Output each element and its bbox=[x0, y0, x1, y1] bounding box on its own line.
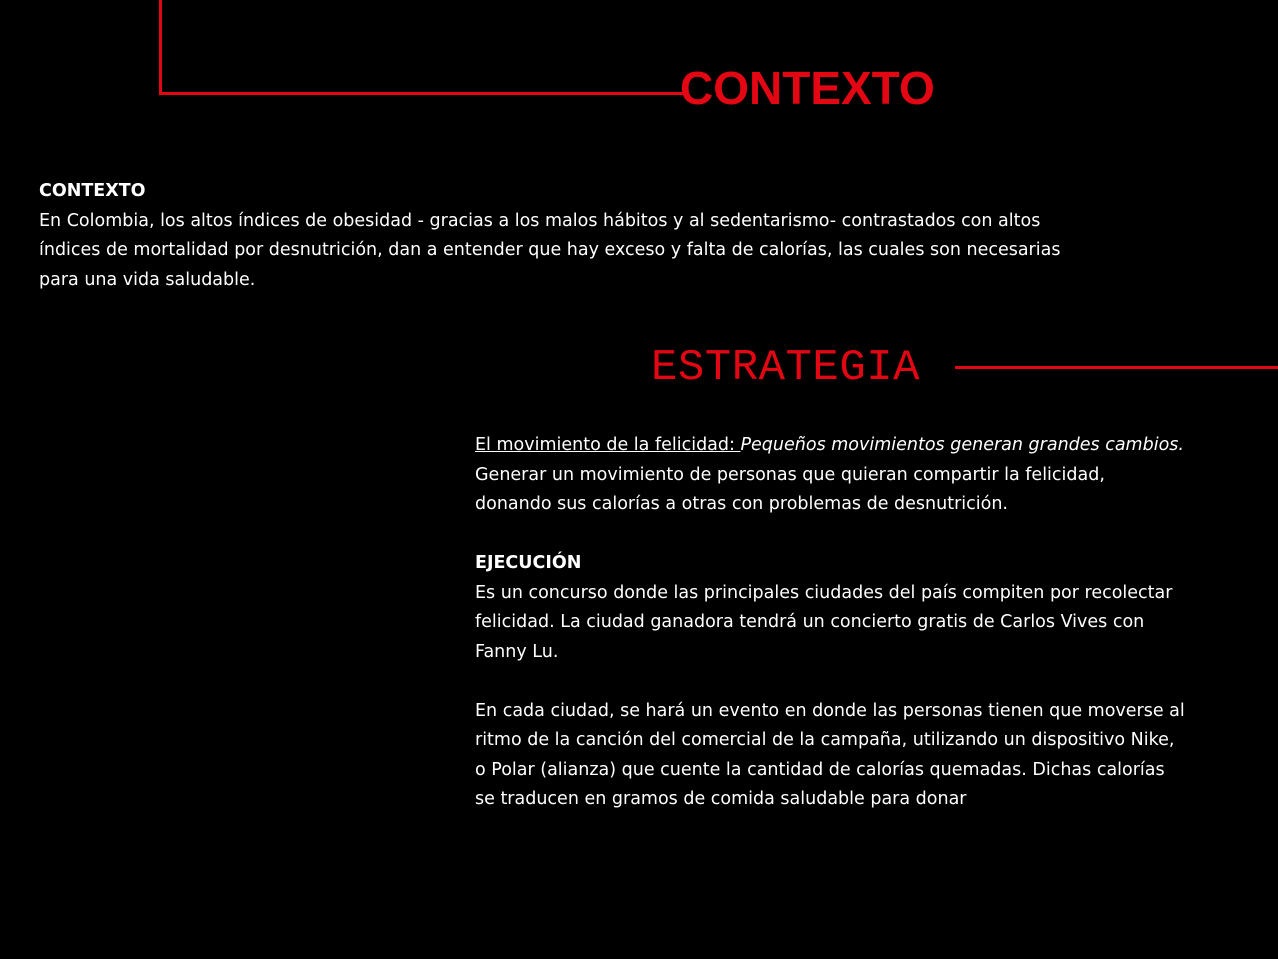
ejecucion-heading: EJECUCIÓN bbox=[475, 553, 582, 573]
section-title-contexto: CONTEXTO bbox=[680, 62, 935, 114]
estrategia-lead-italic: Pequeños movimientos generan grandes cambios. bbox=[740, 435, 1184, 455]
contexto-heading: CONTEXTO bbox=[39, 181, 146, 201]
ejecucion-p2-line-1: En cada ciudad, se hará un evento en donde las personas tienen que moverse al bbox=[475, 700, 1185, 721]
contexto-text-block bbox=[39, 177, 1174, 295]
decorative-vertical-line bbox=[159, 0, 162, 95]
ejecucion-p2-line-4: se traducen en gramos de comida saludable para donar bbox=[475, 789, 967, 809]
decorative-horizontal-line-top bbox=[159, 92, 684, 95]
section-title-estrategia: ESTRATEGIA bbox=[651, 343, 921, 393]
estrategia-text-block bbox=[475, 431, 1275, 815]
ejecucion-p2-line-2: ritmo de la canción del comercial de la campaña, utilizando un dispositivo Nike, bbox=[475, 730, 1175, 750]
estrategia-line-3: donando sus calorías a otras con problemas de desnutrición. bbox=[475, 494, 1008, 514]
decorative-horizontal-line-right bbox=[955, 366, 1278, 369]
ejecucion-line-1: Es un concurso donde las principales ciudades del país compiten por recolectar bbox=[475, 582, 1173, 603]
ejecucion-line-3: Fanny Lu. bbox=[475, 641, 559, 662]
estrategia-lead-underlined: El movimiento de la felicidad: bbox=[475, 435, 741, 455]
estrategia-lead-line bbox=[475, 431, 1275, 461]
contexto-line-3: para una vida saludable. bbox=[39, 269, 256, 290]
ejecucion-line-2: felicidad. La ciudad ganadora tendrá un concierto gratis de Carlos Vives con bbox=[475, 612, 1145, 632]
estrategia-line-2: Generar un movimiento de personas que quieran compartir la felicidad, bbox=[475, 464, 1105, 485]
contexto-line-1: En Colombia, los altos índices de obesidad - gracias a los malos hábitos y al sedentarismo- contrastados con altos bbox=[39, 210, 1041, 231]
ejecucion-p2-line-3: o Polar (alianza) que cuente la cantidad de calorías quemadas. Dichas calorías bbox=[475, 759, 1165, 780]
paragraph-spacer bbox=[475, 520, 1275, 550]
paragraph-spacer bbox=[475, 667, 1275, 697]
contexto-line-2: índices de mortalidad por desnutrición, dan a entender que hay exceso y falta de calorías, las cuales son necesarias bbox=[39, 240, 1061, 260]
